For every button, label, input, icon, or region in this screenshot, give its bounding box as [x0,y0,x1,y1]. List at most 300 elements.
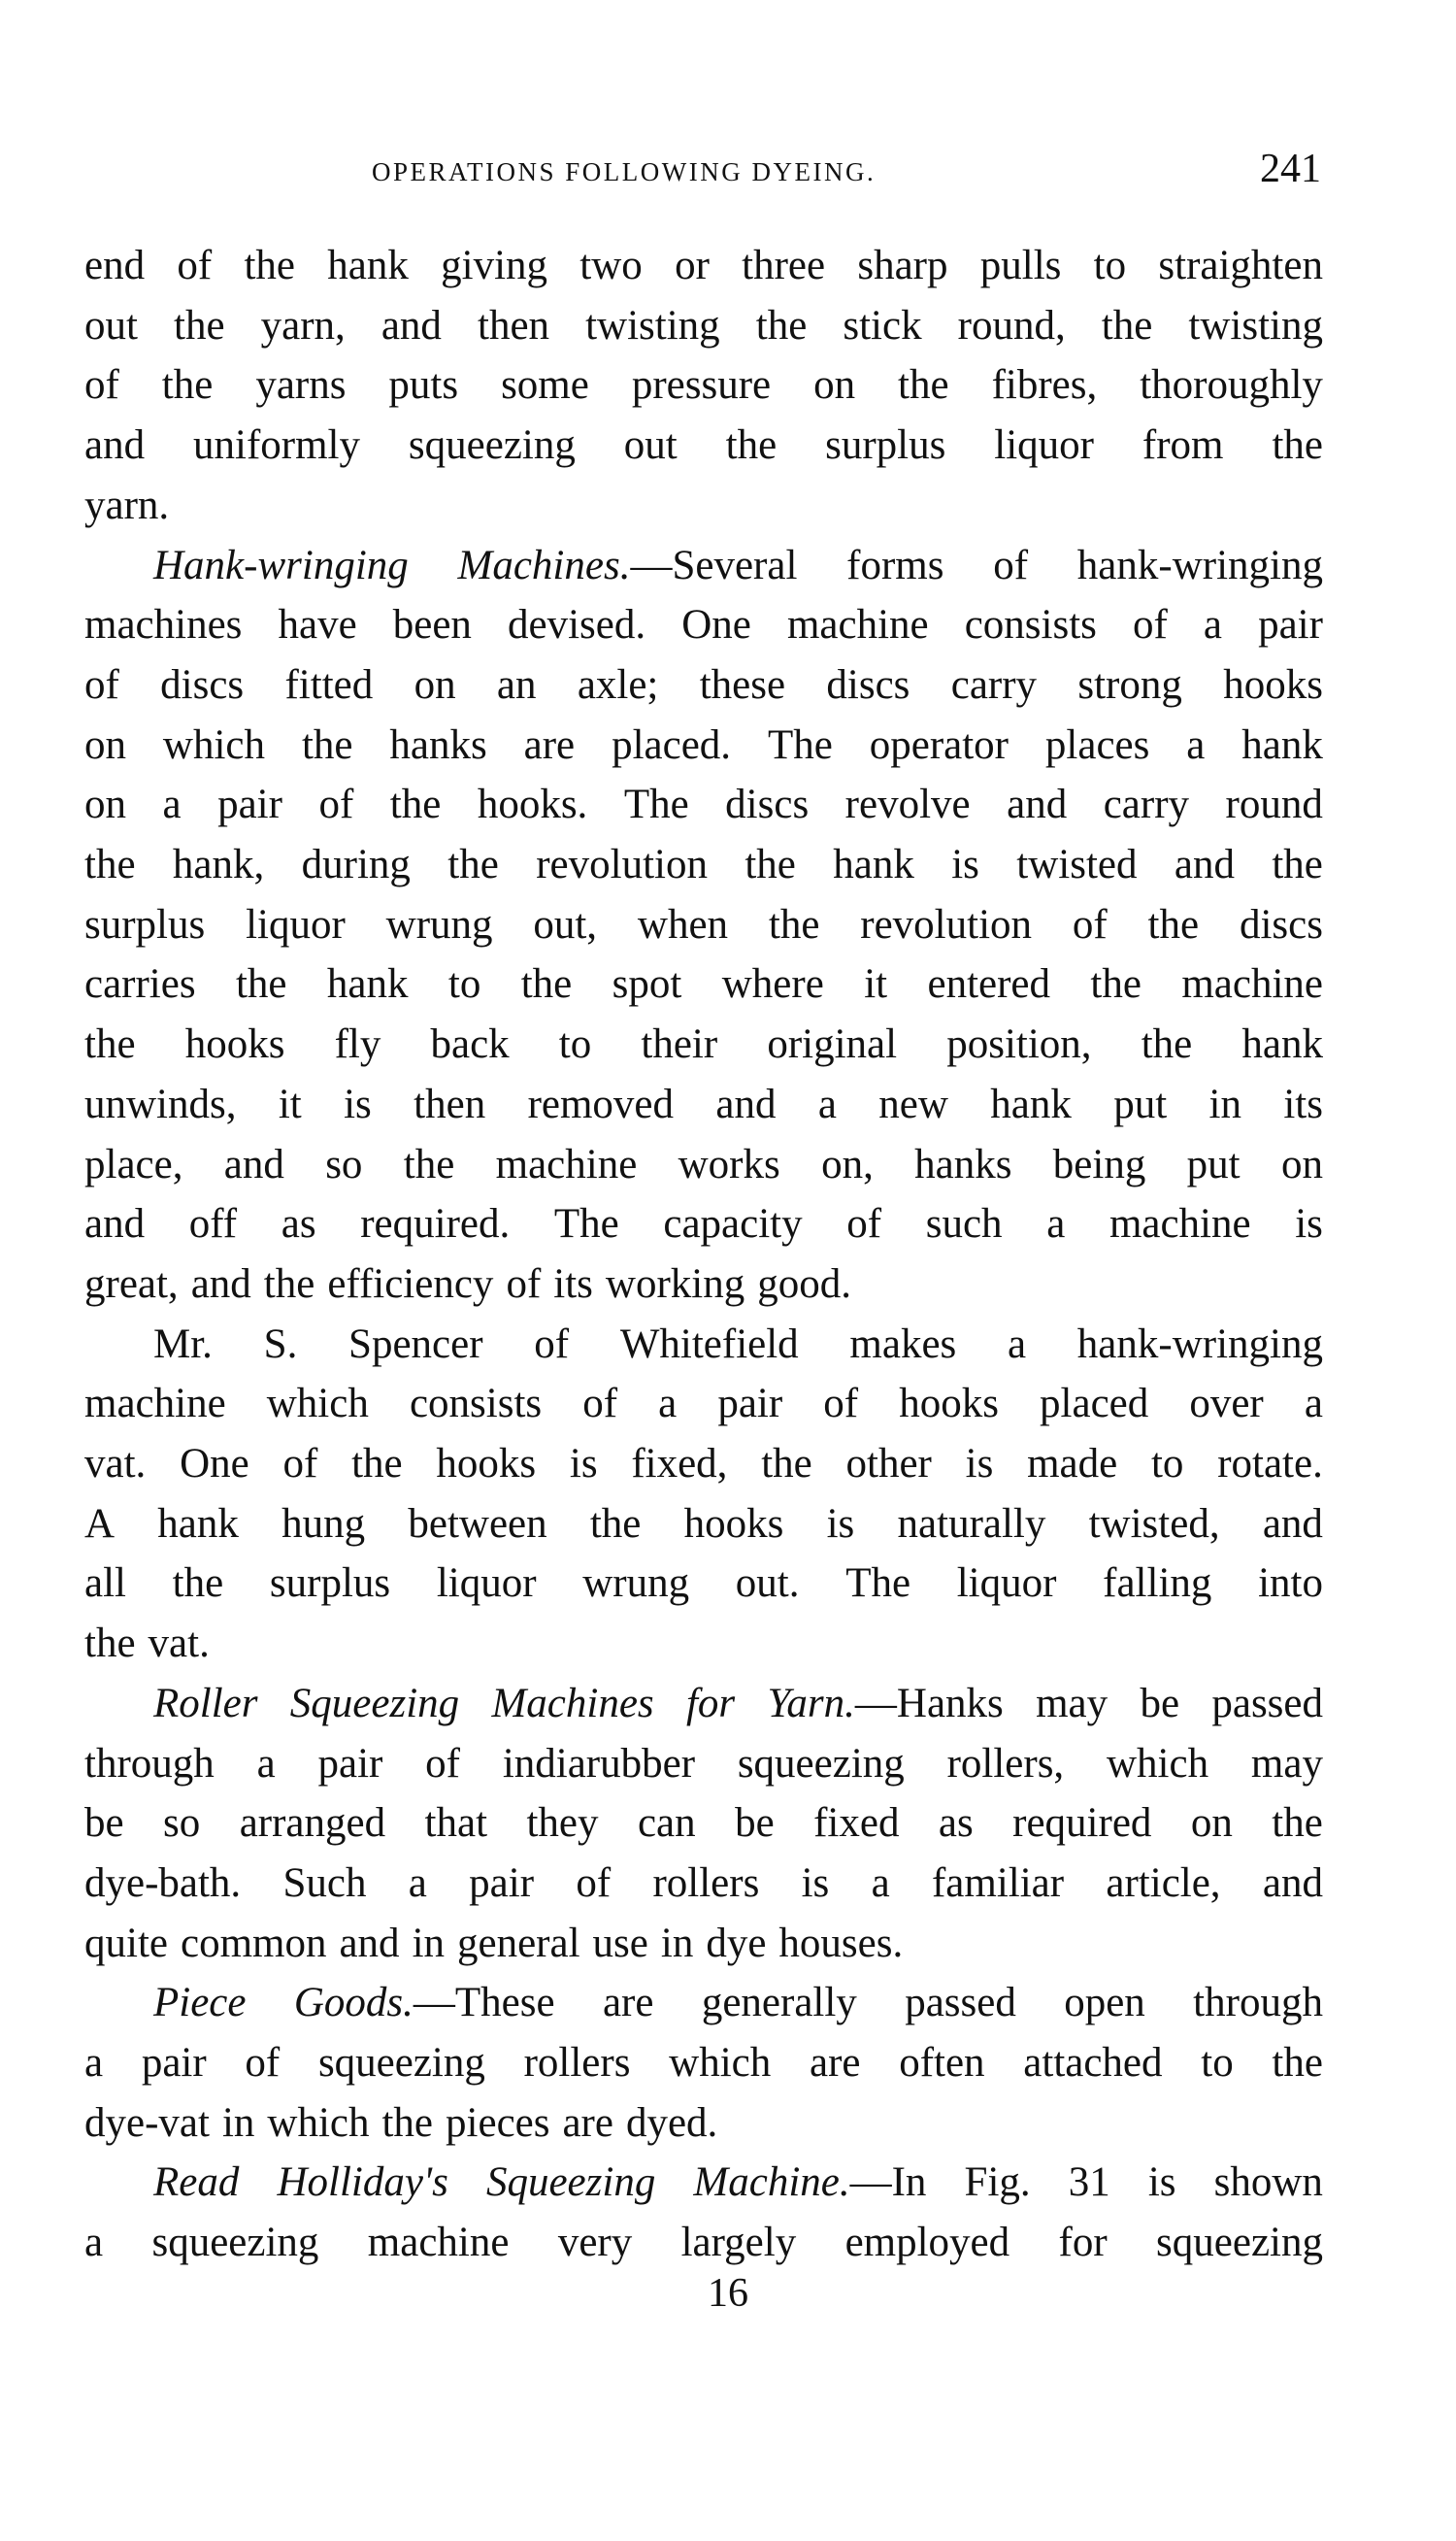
word: pair [1258,602,1323,649]
word: machine [786,602,929,649]
word: revolution [860,901,1033,948]
word: to [447,961,481,1008]
word: Roller [153,1680,258,1726]
word: of [84,362,119,409]
word: hank [1241,1021,1323,1068]
word: 31 [1068,2159,1110,2206]
word: discs [725,782,810,828]
word: the [235,961,287,1008]
word: which [266,1381,369,1427]
word: which [669,2040,772,2086]
word: pair [141,2040,207,2086]
word: of [534,1321,570,1367]
word: or [675,243,710,288]
word: the [1272,1800,1323,1847]
word: a [1186,721,1206,768]
word: surplus [825,422,946,469]
word: for [685,1680,736,1726]
word: is [826,1500,855,1547]
word: hank [1241,721,1323,768]
word: three [742,243,826,288]
text-line [84,838,1323,892]
word: a [1007,1321,1027,1367]
word: the [745,842,796,887]
word: hank-wringing [1076,542,1323,588]
word: Yarn.—Hanks [767,1680,1004,1726]
word: between [408,1500,547,1547]
word: where [721,961,824,1008]
word: and [381,302,442,349]
word: dye-bath. [84,1859,242,1906]
word: Mr. [153,1321,213,1367]
word: then [478,302,550,349]
word: Machine.—In [693,2159,927,2206]
word: for [1058,2220,1108,2266]
word: to [1201,2040,1234,2086]
word: which [1107,1740,1209,1787]
word: forms [846,542,944,588]
word: their [641,1021,718,1068]
word: hank-wringing [1076,1321,1323,1367]
word: squeezing [1156,2220,1323,2266]
word: its [1283,1081,1323,1127]
word: working [605,1260,745,1307]
word: twisted, [1088,1500,1220,1547]
word: the [1147,901,1200,948]
word: pair [317,1740,383,1787]
word: hooks [184,1021,285,1068]
word: discs [160,661,245,708]
word: are [562,2099,613,2146]
text-line [84,479,1323,533]
word: squeezing [151,2220,319,2266]
word: liquor [994,422,1094,469]
text-line [84,1556,1323,1611]
word: can [637,1800,696,1847]
word: fixed, [631,1441,728,1487]
word: S. [263,1321,298,1367]
word: the [1090,961,1142,1008]
word: fitted [284,661,374,708]
word: in [1208,1081,1241,1127]
word: rollers [652,1859,760,1906]
signature-mark: 16 [708,2271,748,2316]
word: the [84,1021,136,1068]
page-number: 241 [1260,147,1321,191]
word: thoroughly [1140,362,1323,409]
text-line [84,658,1323,713]
word: the [172,1560,224,1607]
word: A [84,1500,116,1547]
word: through [1193,1980,1323,2026]
word: The [767,721,833,768]
word: places [1044,721,1150,768]
text-line [84,1856,1323,1911]
word: round [1225,782,1323,828]
word: out [84,302,138,349]
word: naturally [897,1500,1046,1547]
word: hooks. [477,782,588,828]
word: and [1174,842,1235,887]
word: is [965,1441,994,1487]
word: of [506,1260,542,1307]
word: the [589,1500,642,1547]
word: as [938,1800,974,1847]
word: makes [849,1321,957,1367]
word: The [553,1201,619,1248]
word: pulls [979,243,1062,288]
word: the [84,842,136,887]
word: other [845,1441,932,1487]
word: uniformly [193,422,360,469]
word: falling [1103,1560,1212,1607]
text-line [84,1497,1323,1552]
word: through [84,1740,215,1787]
word: of [84,661,119,708]
text-line [84,2216,1323,2270]
word: passed [1211,1680,1323,1726]
text-line [153,1976,1323,2030]
word: a [84,2040,104,2086]
text-line [84,598,1323,652]
word: of [846,1201,882,1248]
word: twisted [1016,842,1138,887]
word: use [592,1920,648,1966]
text-line [84,778,1323,832]
word: a [817,1081,837,1127]
word: pressure [631,362,772,409]
word: carry [1103,782,1190,828]
word: the [761,1441,812,1487]
running-head: OPERATIONS FOLLOWING DYEING. [372,157,877,186]
word: hooks [683,1500,784,1547]
text-line [84,957,1323,1012]
word: and [1007,782,1068,828]
word: machine [367,2220,510,2266]
word: back [430,1021,510,1068]
word: a [162,782,182,828]
word: the [1272,842,1323,887]
text-line [84,1377,1323,1431]
word: yarns [255,362,347,409]
word: place, [84,1141,183,1187]
word: to [1093,243,1127,288]
word: the [768,901,820,948]
word: houses. [778,1920,904,1966]
word: on [84,782,126,828]
word: is [801,1859,830,1906]
word: the [84,1621,136,1667]
text-line [84,1197,1323,1252]
word: of [1132,602,1168,649]
word: passed [905,1980,1016,2026]
word: employed [844,2220,1010,2266]
text-line [153,1677,1323,1731]
word: the [403,1141,455,1187]
word: Hank-wringing [153,542,409,588]
word: capacity [663,1201,803,1248]
word: dyed. [625,2099,718,2146]
word: general [457,1920,580,1966]
word: discs [826,661,910,708]
word: the [898,362,949,409]
word: pair [217,782,282,828]
word: such [925,1201,1003,1248]
word: the [520,961,573,1008]
word: rotate. [1217,1441,1323,1487]
word: hank [326,961,409,1008]
word: Fig. [964,2159,1031,2206]
text-line [153,539,1323,593]
word: and [223,1141,284,1187]
word: original [767,1021,898,1068]
word: often [899,2040,985,2086]
word: made [1027,1441,1118,1487]
word: Whitefield [619,1321,799,1367]
word: put [1186,1141,1241,1187]
word: stick [843,302,922,349]
word: pair [717,1381,783,1427]
word: off [188,1201,238,1248]
word: put [1113,1081,1168,1127]
word: revolution [536,842,708,887]
word: be [1140,1680,1180,1726]
word: is [951,842,979,887]
word: The [845,1560,911,1607]
word: hooks [1223,661,1323,708]
word: fibres, [991,362,1098,409]
word: yarn. [84,482,170,528]
word: Such [282,1859,367,1906]
word: very [557,2220,633,2266]
word: and [190,1260,251,1307]
word: and [84,1201,146,1248]
word: fixed [813,1800,900,1847]
word: then [414,1081,486,1127]
word: straighten [1158,243,1323,288]
word: of [993,542,1029,588]
word: position, [946,1021,1092,1068]
word: into [1258,1560,1323,1607]
word: machine [1181,961,1323,1008]
word: may [1036,1680,1109,1726]
word: efficiency [327,1260,494,1307]
word: Squeezing [289,1680,460,1726]
word: it [278,1081,302,1127]
word: out. [735,1560,800,1607]
word: the [301,721,353,768]
word: and [1262,1500,1323,1547]
word: twisting [585,302,720,349]
word: pieces [446,2099,550,2146]
word: a [658,1381,678,1427]
word: may [1250,1740,1323,1787]
word: attached [1023,2040,1163,2086]
word: devised. [508,602,646,649]
word: in [221,2099,255,2146]
word: is [1147,2159,1176,2206]
word: surplus [269,1560,391,1607]
word: One [180,1441,249,1487]
word: liquor [246,901,346,948]
text-line [84,299,1323,353]
word: Machines [491,1680,654,1726]
text-line [84,719,1323,773]
word: Spencer [348,1321,483,1367]
text-line [84,1437,1323,1491]
word: the [174,302,225,349]
word: these [699,661,786,708]
word: the [389,782,442,828]
word: open [1064,1980,1145,2026]
word: revolve [844,782,971,828]
word: machines [84,602,243,649]
word: round, [957,302,1066,349]
word: spot [612,961,682,1008]
word: end [84,243,146,288]
word: on [1190,1800,1233,1847]
word: out, [533,901,598,948]
word: wrung [582,1560,690,1607]
word: squeezing [737,1740,905,1787]
word: hank [157,1500,239,1547]
word: The [623,782,689,828]
word: hooks [899,1381,999,1427]
word: it [864,961,888,1008]
word: placed [1040,1381,1149,1427]
word: largely [680,2220,797,2266]
word: hank [990,1081,1072,1127]
word: arranged [239,1800,386,1847]
word: during [301,842,411,887]
word: they [526,1800,599,1847]
word: the [447,842,499,887]
word: the [381,2099,434,2146]
word: dye-vat [84,2099,210,2146]
word: hanks [914,1141,1012,1187]
word: hank [833,842,914,887]
word: Squeezing [485,2159,656,2206]
word: vat. [148,1621,210,1667]
word: Holliday's [277,2159,448,2206]
word: the [1101,302,1153,349]
word: unwinds, [84,1081,237,1127]
word: and [339,1920,400,1966]
word: of [1072,901,1108,948]
word: out [623,422,678,469]
text-line [153,1318,1323,1372]
word: being [1052,1141,1146,1187]
word: giving [441,243,548,288]
text-line [84,358,1323,413]
word: familiar [931,1859,1065,1906]
word: the [351,1441,403,1487]
word: on [84,721,126,768]
word: an [496,661,537,708]
word: rollers [523,2040,631,2086]
word: so [325,1141,363,1187]
word: machine [1109,1201,1251,1248]
word: works [678,1141,780,1187]
word: are [809,2040,861,2086]
word: placed. [612,721,732,768]
word: Goods.—These [293,1980,555,2026]
word: and [84,422,146,469]
word: of [425,1740,460,1787]
word: good. [757,1260,851,1307]
word: in [412,1920,446,1966]
word: axle; [577,661,659,708]
word: operator [869,721,1009,768]
word: to [1150,1441,1184,1487]
word: hooks [436,1441,537,1487]
word: the [725,422,778,469]
word: the [1141,1021,1193,1068]
word: a [1203,602,1222,649]
word: machine [84,1381,226,1427]
word: squeezing [317,2040,485,2086]
word: two [579,243,643,288]
text-line [84,2096,1323,2151]
text-line [153,2156,1323,2210]
word: consists [964,602,1097,649]
word: the [161,362,214,409]
word: in [660,1920,694,1966]
word: puts [388,362,459,409]
word: yarn, [260,302,346,349]
word: fly [334,1021,381,1068]
word: a [408,1859,427,1906]
word: is [569,1441,598,1487]
text-line [84,1737,1323,1791]
word: is [344,1081,372,1127]
word: of [282,1441,318,1487]
word: to [558,1021,592,1068]
word: is [1295,1201,1323,1248]
word: a [1304,1381,1323,1427]
word: the [1272,422,1323,469]
word: dye [706,1920,767,1966]
word: its [553,1260,593,1307]
word: and [1262,1859,1323,1906]
word: article, [1106,1859,1221,1906]
word: all [84,1560,126,1607]
word: from [1142,422,1224,469]
word: common [180,1920,327,1966]
word: carries [84,961,196,1008]
word: some [501,362,589,409]
word: removed [527,1081,674,1127]
word: on [414,661,456,708]
word: of [318,782,354,828]
text-line [84,1917,1323,1971]
word: and [715,1081,777,1127]
word: which [267,2099,370,2146]
text-line [84,1078,1323,1132]
text-line [84,418,1323,473]
word: generally [701,1980,857,2026]
word: hanks [389,721,487,768]
word: that [424,1800,488,1847]
word: hank, [172,842,265,887]
text-line [84,1796,1323,1851]
word: which [162,721,266,768]
word: liquor [436,1560,537,1607]
word: as [281,1201,316,1248]
word: over [1189,1381,1264,1427]
word: a [84,2220,104,2266]
word: consists [409,1381,543,1427]
